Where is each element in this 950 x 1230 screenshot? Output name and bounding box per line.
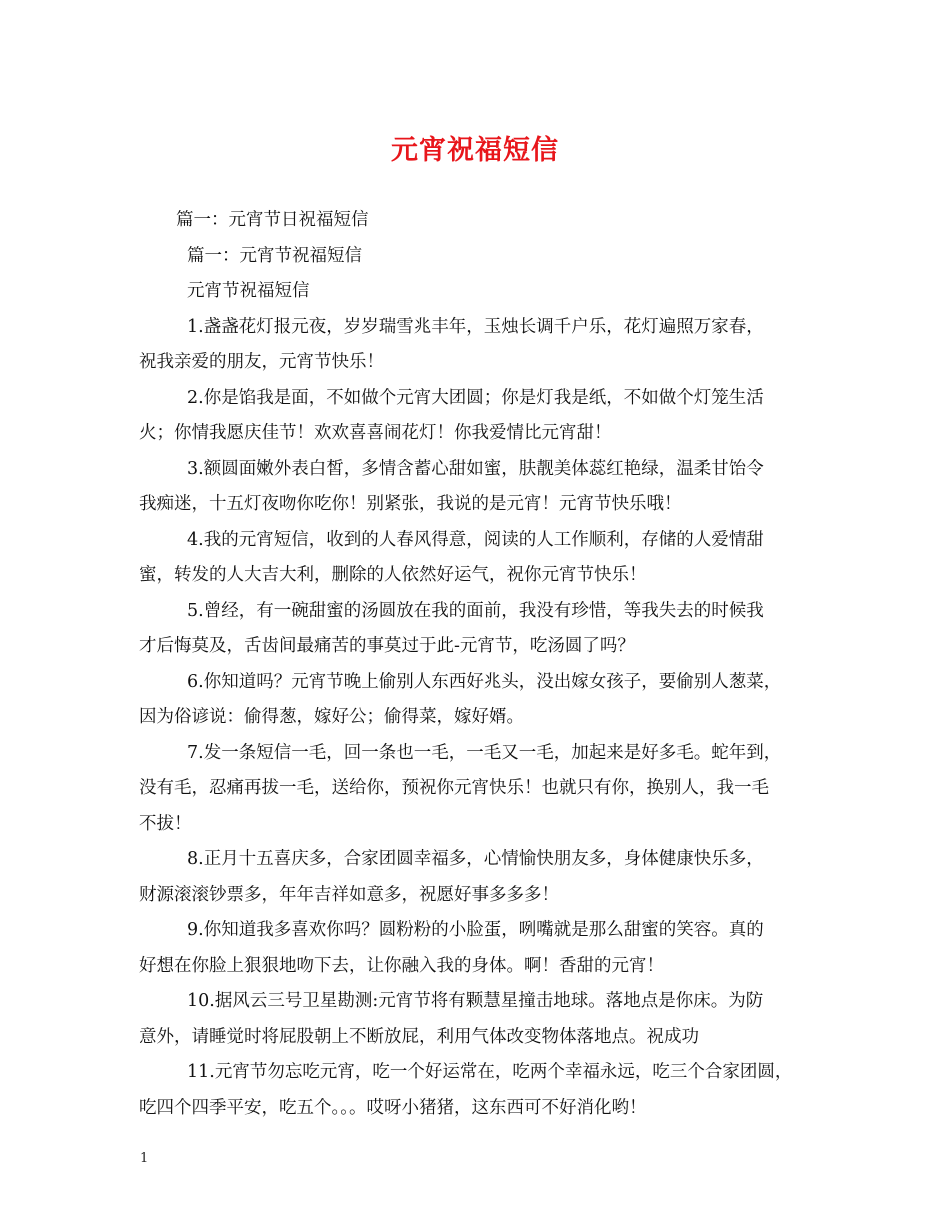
paragraph-line: 不拔！ (139, 813, 192, 834)
paragraph-line: 2.你是馅我是面，不如做个元宵大团圆；你是灯我是纸，不如做个灯笼生活 (187, 387, 764, 408)
paragraph-line: 我痴迷，十五灯夜吻你吃你！别紧张，我说的是元宵！元宵节快乐哦！ (139, 494, 682, 514)
paragraph (139, 381, 811, 452)
paragraph-line: 4.我的元宵短信，收到的人春风得意，阅读的人工作顺利，存储的人爱情甜 (187, 529, 764, 550)
paragraph-list (139, 310, 811, 1127)
paragraph (139, 736, 811, 843)
paragraph-line: 才后悔莫及，舌齿间最痛苦的事莫过于此-元宵节，吃汤圆了吗？ (139, 636, 635, 656)
paragraph-line: 6.你知道吗？元宵节晚上偷别人东西好兆头，没出嫁女孩子，要偷别人葱菜， (187, 671, 782, 692)
paragraph-line: 火；你情我愿庆佳节！欢欢喜喜闹花灯！你我爱情比元宵甜！ (139, 423, 612, 443)
document-title: 元宵祝福短信 (391, 135, 559, 166)
paragraph-line: 因为俗谚说：偷得葱，嫁好公；偷得菜，嫁好婿。 (139, 707, 524, 727)
paragraph-line: 3.额圆面嫩外表白皙，多情含蓄心甜如蜜，肤靓美体蕊红艳绿，温柔甘饴令 (187, 458, 764, 479)
paragraph (139, 984, 811, 1055)
paragraph (139, 1055, 811, 1126)
paragraph-line: 没有毛，忍痛再拔一毛，送给你，预祝你元宵快乐！也就只有你，换别人，我一毛 (139, 778, 769, 798)
paragraph (139, 452, 811, 523)
paragraph-line: 8.正月十五喜庆多，合家团圆幸福多，心情愉快朋友多，身体健康快乐多， (187, 849, 764, 869)
paragraph-line: 蜜，转发的人大吉大利，删除的人依然好运气，祝你元宵节快乐！ (139, 565, 647, 585)
paragraph-line: 财源滚滚钞票多，年年吉祥如意多，祝愿好事多多多！ (139, 884, 559, 905)
subsection-heading: 篇一：元宵节祝福短信 (187, 245, 362, 266)
paragraph-line: 好想在你脸上狠狠地吻下去，让你融入我的身体。啊！香甜的元宵！ (139, 955, 664, 976)
paragraph-line: 5.曾经，有一碗甜蜜的汤圆放在我的面前，我没有珍惜，等我失去的时候我 (187, 600, 764, 621)
document-body (139, 203, 811, 1126)
paragraph-line: 意外，请睡觉时将屁股朝上不断放屁，利用气体改变物体落地点。祝成功 (139, 1026, 699, 1047)
sub-subsection-heading: 元宵节祝福短信 (187, 281, 310, 301)
paragraph (139, 913, 811, 984)
paragraph (139, 523, 811, 594)
paragraph (139, 665, 811, 736)
section-heading: 篇一：元宵节日祝福短信 (176, 210, 369, 230)
paragraph-line: 1.盏盏花灯报元夜，岁岁瑞雪兆丰年，玉烛长调千户乐，花灯遍照万家春， (187, 316, 764, 337)
paragraph (139, 594, 811, 665)
paragraph-line: 7.发一条短信一毛，回一条也一毛，一毛又一毛，加起来是好多毛。蛇年到， (187, 742, 782, 763)
paragraph (139, 842, 811, 913)
paragraph-line: 9.你知道我多喜欢你吗？圆粉粉的小脸蛋，咧嘴就是那么甜蜜的笑容。真的 (187, 920, 764, 940)
paragraph (139, 310, 811, 381)
page-number: 1 (140, 1151, 149, 1166)
paragraph-line: 11.元宵节勿忘吃元宵，吃一个好运常在，吃两个幸福永远，吃三个合家团圆， (187, 1062, 793, 1082)
paragraph-line: 吃四个四季平安，吃五个。。。哎呀小猪猪，这东西可不好消化哟！ (139, 1097, 647, 1118)
paragraph-line: 10.据风云三号卫星勘测:元宵节将有颗慧星撞击地球。落地点是你床。为防 (187, 991, 764, 1011)
paragraph-line: 祝我亲爱的朋友，元宵节快乐！ (139, 352, 384, 372)
